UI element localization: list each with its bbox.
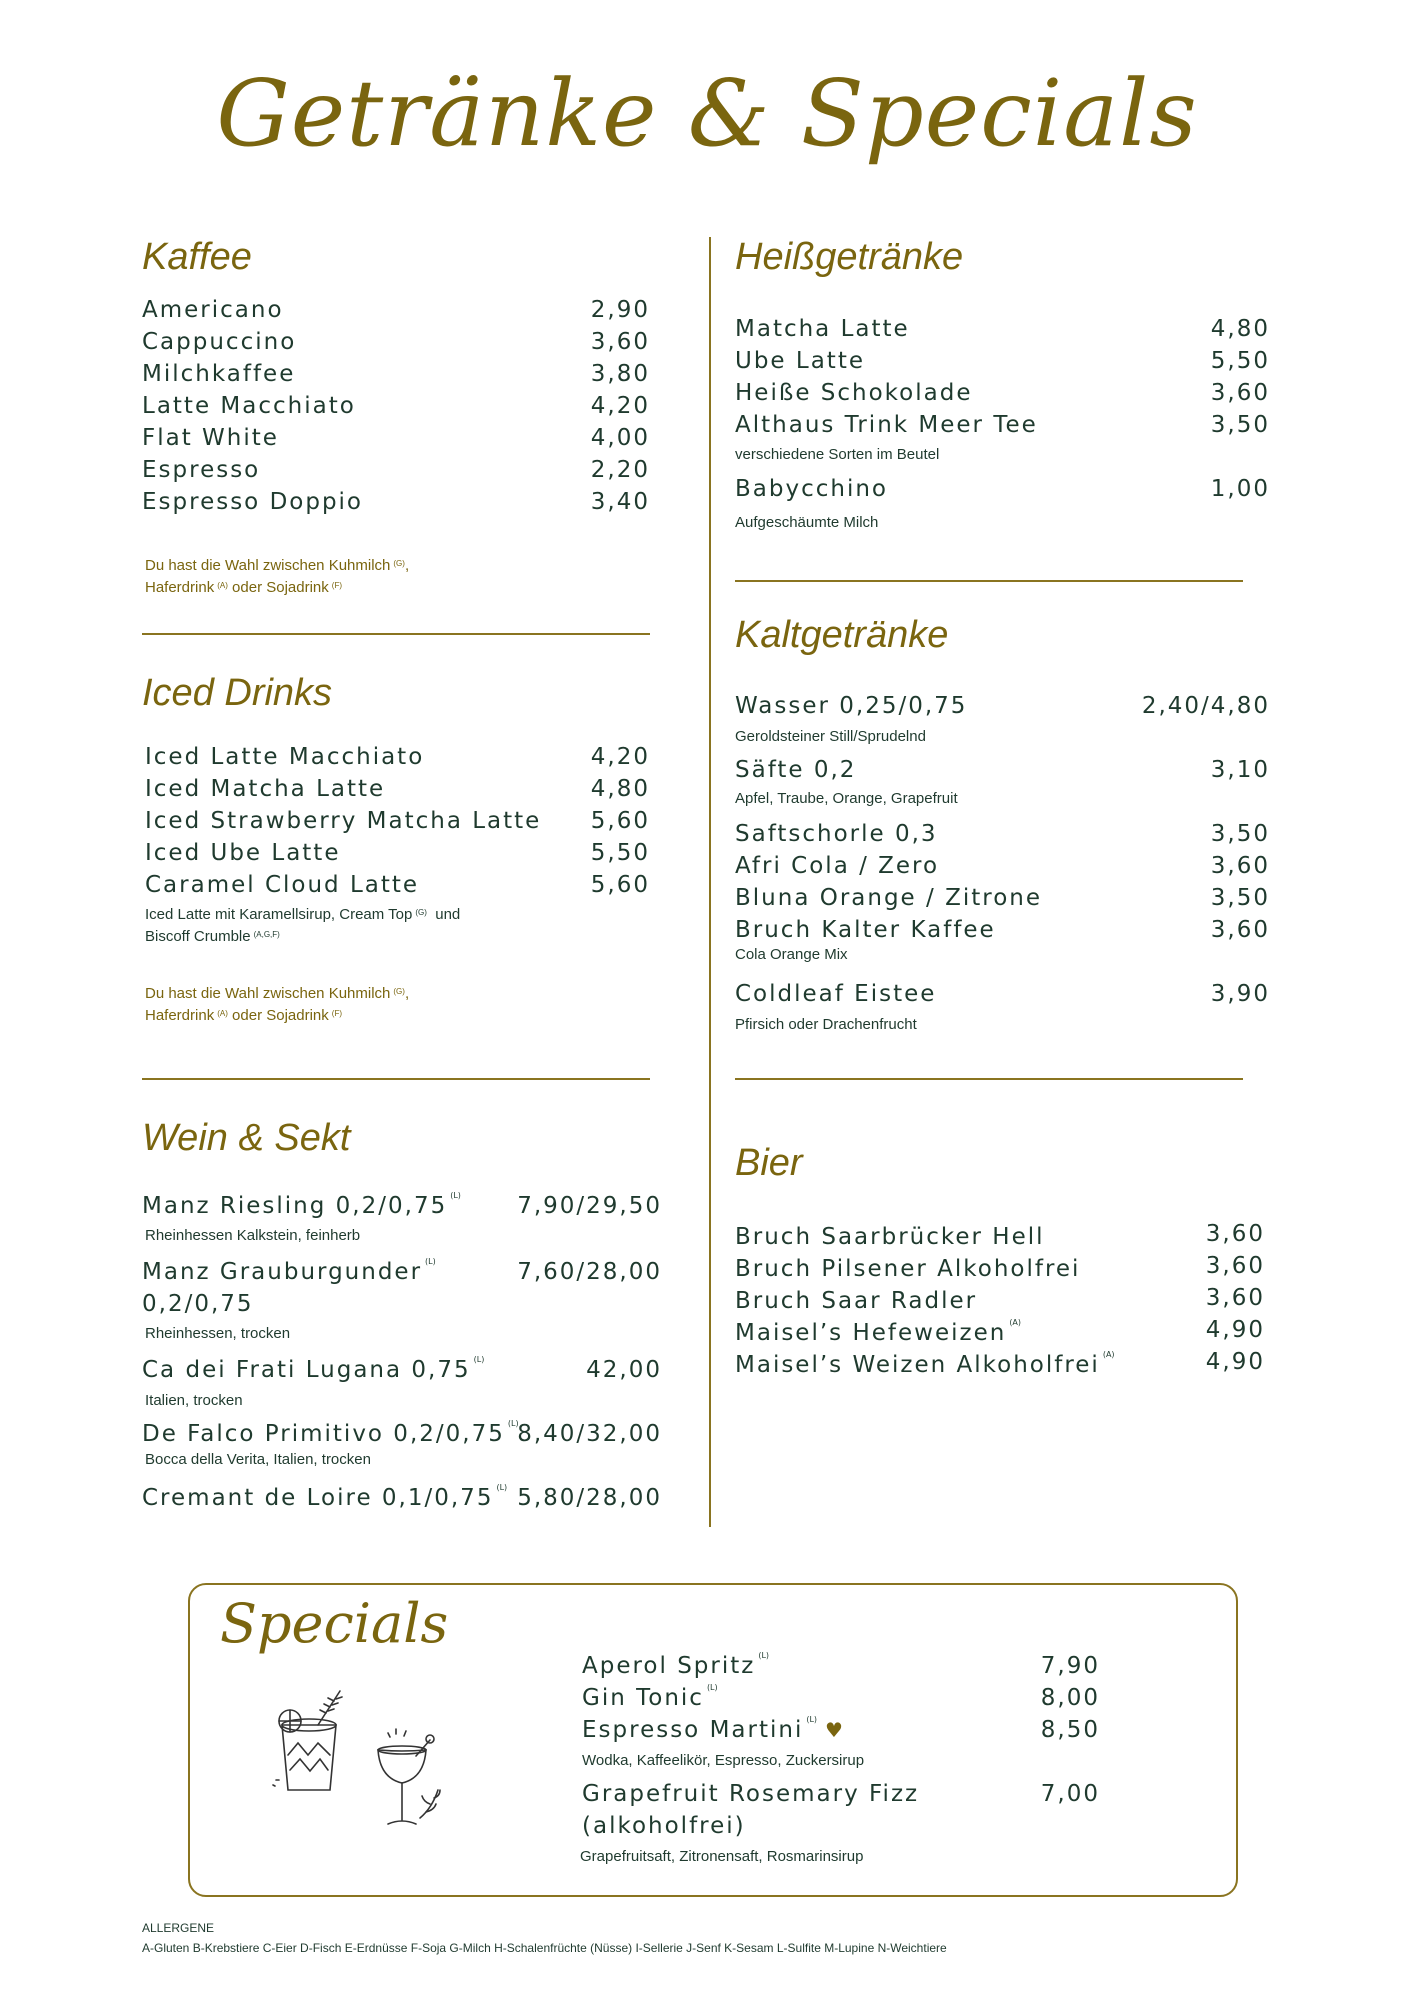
menu-item-description: Bocca della Verita, Italien, trocken <box>145 1451 371 1468</box>
page-title: Getränke & Specials <box>216 60 1198 167</box>
menu-item-description: Grapefruitsaft, Zitronensaft, Rosmarinsirup <box>580 1848 864 1865</box>
allergen-mark: (A) <box>1102 1350 1115 1359</box>
menu-item-price: 3,80 <box>590 361 650 387</box>
allergen-mark: (A) <box>1009 1318 1022 1327</box>
menu-item-price: 8,50 <box>1040 1717 1100 1743</box>
item-name-text: Gin Tonic <box>582 1685 704 1711</box>
allergens-list: A-Gluten B-Krebstiere C-Eier D-Fisch E-Erdnüsse F-Soja G-Milch H-Schalenfrüchte (Nüsse) I-Sellerie J-Senf K-Sesam L-Sulfite M-Lupine N-Weichtiere <box>142 1941 947 1955</box>
menu-item-name <box>735 1352 1115 1378</box>
menu-item-name: Säfte 0,2 <box>735 757 857 783</box>
menu-item-description: Aufgeschäumte Milch <box>735 514 879 531</box>
menu-item-price: 7,90/29,50 <box>517 1193 662 1219</box>
allergen-mark: (L) <box>450 1191 461 1200</box>
menu-item-name: Iced Latte Macchiato <box>145 744 425 770</box>
menu-item-name <box>142 1421 519 1447</box>
menu-item-name <box>142 1357 484 1383</box>
menu-item-name: Espresso <box>142 457 261 483</box>
section-title-kalt: Kaltgetränke <box>735 614 949 656</box>
menu-item-name: Matcha Latte <box>735 316 910 342</box>
section-title-wein: Wein & Sekt <box>142 1117 351 1159</box>
menu-item-name: Iced Strawberry Matcha Latte <box>145 808 542 834</box>
menu-item-price: 2,20 <box>590 457 650 483</box>
allergen-mark: (G) <box>415 908 427 917</box>
menu-item-price: 7,90 <box>1040 1653 1100 1679</box>
allergen-mark: (L) <box>425 1257 436 1266</box>
menu-item-description: verschiedene Sorten im Beutel <box>735 446 940 463</box>
cocktail-glass-icon <box>372 1728 462 1838</box>
note-text: oder Sojadrink <box>232 579 329 596</box>
allergens-title: ALLERGENE <box>142 1921 215 1935</box>
desc-text: Iced Latte mit Karamellsirup, Cream Top <box>145 906 413 923</box>
menu-item-name: Althaus Trink Meer Tee <box>735 412 1038 438</box>
menu-item-name: Saftschorle 0,3 <box>735 821 938 847</box>
menu-item-name: Bruch Kalter Kaffee <box>735 917 996 943</box>
menu-item-price: 3,10 <box>1210 757 1270 783</box>
item-name-text: Ca dei Frati Lugana 0,75 <box>142 1357 471 1383</box>
menu-item-name: Caramel Cloud Latte <box>145 872 420 898</box>
menu-item-price: 5,50 <box>590 840 650 866</box>
allergen-mark: (L) <box>507 1419 519 1428</box>
item-name-text: Manz Riesling 0,2/0,75 <box>142 1193 448 1219</box>
menu-item-name: Grapefruit Rosemary Fizz <box>582 1781 920 1807</box>
menu-item-description <box>145 904 460 948</box>
menu-item-name: Heiße Schokolade <box>735 380 973 406</box>
menu-item-price: 7,00 <box>1040 1781 1100 1807</box>
menu-item-price: 3,60 <box>590 329 650 355</box>
menu-item-name <box>582 1717 843 1743</box>
tumbler-icon <box>268 1685 358 1800</box>
menu-item-name: Afri Cola / Zero <box>735 853 940 879</box>
allergen-mark: (A) <box>217 581 228 590</box>
item-name-text: Manz Grauburgunder <box>142 1259 423 1285</box>
menu-item-price: 4,90 <box>1205 1349 1265 1375</box>
menu-item-price: 3,60 <box>1210 917 1270 943</box>
menu-item-price: 4,80 <box>590 776 650 802</box>
menu-item-price: 3,50 <box>1210 412 1270 438</box>
section-title-iced: Iced Drinks <box>142 672 333 714</box>
menu-item-price: 3,60 <box>1205 1285 1265 1311</box>
allergen-mark: (F) <box>331 581 342 590</box>
note-text: Haferdrink <box>145 1007 215 1024</box>
menu-item-price: 4,90 <box>1205 1317 1265 1343</box>
menu-item-price: 5,50 <box>1210 348 1270 374</box>
menu-item-price: 5,60 <box>590 872 650 898</box>
menu-item-description: Apfel, Traube, Orange, Grapefruit <box>735 790 958 807</box>
menu-item-price: 42,00 <box>586 1357 662 1383</box>
menu-item-name: Cappuccino <box>142 329 297 355</box>
item-name-text: Aperol Spritz <box>582 1653 756 1679</box>
menu-item-name: Bruch Saar Radler <box>735 1288 978 1314</box>
menu-item-price: 8,40/32,00 <box>517 1421 662 1447</box>
menu-item-price: 5,60 <box>590 808 650 834</box>
menu-item-name-line2: 0,2/0,75 <box>142 1291 254 1317</box>
section-title-heiss: Heißgetränke <box>735 236 964 278</box>
item-name-text: De Falco Primitivo 0,2/0,75 <box>142 1421 505 1447</box>
menu-item-price: 3,50 <box>1210 885 1270 911</box>
menu-item-name: Espresso Doppio <box>142 489 364 515</box>
menu-item-name <box>735 1320 1021 1346</box>
menu-item-price: 4,80 <box>1210 316 1270 342</box>
menu-item-name-line2: (alkoholfrei) <box>582 1813 746 1839</box>
menu-item-price: 3,60 <box>1205 1221 1265 1247</box>
allergen-mark: (G) <box>393 987 405 996</box>
menu-item-price: 4,20 <box>590 393 650 419</box>
desc-text: Biscoff Crumble <box>145 928 251 945</box>
column-divider <box>709 237 711 1527</box>
allergen-mark: (L) <box>496 1483 508 1492</box>
menu-item-name: Americano <box>142 297 284 323</box>
menu-item-price: 1,00 <box>1210 476 1270 502</box>
menu-item-description: Geroldsteiner Still/Sprudelnd <box>735 728 926 745</box>
allergen-mark: (L) <box>806 1715 818 1724</box>
menu-item-price: 4,20 <box>590 744 650 770</box>
milk-choice-note: Du hast die Wahl zwischen Kuhmilch $^{(G)}$, Haferdrink $^{(A)}$ oder Sojadrink $^{(F)}$ <box>145 557 410 596</box>
menu-item-name <box>142 1259 436 1285</box>
menu-item-name <box>142 1485 507 1511</box>
allergen-mark: (L) <box>473 1355 485 1364</box>
allergen-mark: (G) <box>393 559 405 568</box>
menu-item-name: Bruch Pilsener Alkoholfrei <box>735 1256 1081 1282</box>
menu-item-description: Pfirsich oder Drachenfrucht <box>735 1016 917 1033</box>
section-title-kaffee: Kaffee <box>142 236 252 278</box>
item-name-text: Espresso Martini <box>582 1717 804 1743</box>
menu-item-price: 5,80/28,00 <box>517 1485 662 1511</box>
item-name-text: Maisel’s Weizen Alkoholfrei <box>735 1352 1100 1378</box>
allergen-mark: (A,G,F) <box>253 930 280 939</box>
heart-icon: ♥ <box>825 1718 843 1742</box>
specials-title: Specials <box>220 1592 449 1655</box>
menu-item-price: 3,60 <box>1210 853 1270 879</box>
section-divider <box>142 1078 650 1080</box>
note-text: Du hast die Wahl zwischen Kuhmilch <box>145 985 391 1002</box>
item-name-text: Cremant de Loire 0,1/0,75 <box>142 1485 494 1511</box>
note-text: oder Sojadrink <box>232 1007 329 1024</box>
menu-item-price: 4,00 <box>590 425 650 451</box>
desc-text: und <box>435 906 461 923</box>
menu-item-description: Wodka, Kaffeelikör, Espresso, Zuckersirup <box>582 1752 865 1769</box>
menu-item-name: Bruch Saarbrücker Hell <box>735 1224 1045 1250</box>
allergen-mark: (A) <box>217 1009 228 1018</box>
section-divider <box>735 580 1243 582</box>
item-name-text: Maisel’s Hefeweizen <box>735 1320 1007 1346</box>
menu-item-price: 2,90 <box>590 297 650 323</box>
menu-item-name: Babycchino <box>735 476 888 502</box>
milk-choice-note: Du hast die Wahl zwischen Kuhmilch $^{(G)}$, Haferdrink $^{(A)}$ oder Sojadrink $^{(F)}$ <box>145 985 410 1024</box>
menu-item-name: Milchkaffee <box>142 361 296 387</box>
menu-item-price: 7,60/28,00 <box>517 1259 662 1285</box>
menu-item-name: Flat White <box>142 425 279 451</box>
menu-item-name <box>582 1685 718 1711</box>
menu-item-description: Rheinhessen, trocken <box>145 1325 291 1342</box>
section-divider <box>735 1078 1243 1080</box>
note-text: Haferdrink <box>145 579 215 596</box>
menu-item-name: Bluna Orange / Zitrone <box>735 885 1042 911</box>
menu-item-name: Latte Macchiato <box>142 393 356 419</box>
allergen-mark: (L) <box>758 1651 770 1660</box>
menu-item-price: 2,40/4,80 <box>1141 693 1270 719</box>
menu-item-name <box>142 1193 461 1219</box>
menu-item-description: Cola Orange Mix <box>735 946 848 963</box>
menu-item-description: Rheinhessen Kalkstein, feinherb <box>145 1227 361 1244</box>
allergen-mark: (L) <box>706 1683 718 1692</box>
allergen-mark: (F) <box>331 1009 342 1018</box>
menu-item-price: 3,40 <box>590 489 650 515</box>
menu-item-price: 3,90 <box>1210 981 1270 1007</box>
menu-item-name: Wasser 0,25/0,75 <box>735 693 968 719</box>
menu-item-name <box>582 1653 769 1679</box>
menu-item-price: 3,60 <box>1205 1253 1265 1279</box>
menu-item-price: 8,00 <box>1040 1685 1100 1711</box>
menu-item-price: 3,60 <box>1210 380 1270 406</box>
menu-item-name: Ube Latte <box>735 348 865 374</box>
menu-item-name: Iced Matcha Latte <box>145 776 386 802</box>
section-divider <box>142 633 650 635</box>
menu-item-name: Coldleaf Eistee <box>735 981 937 1007</box>
menu-item-name: Iced Ube Latte <box>145 840 341 866</box>
menu-item-description: Italien, trocken <box>145 1392 243 1409</box>
note-text: Du hast die Wahl zwischen Kuhmilch <box>145 557 391 574</box>
section-title-bier: Bier <box>735 1142 803 1184</box>
menu-item-price: 3,50 <box>1210 821 1270 847</box>
